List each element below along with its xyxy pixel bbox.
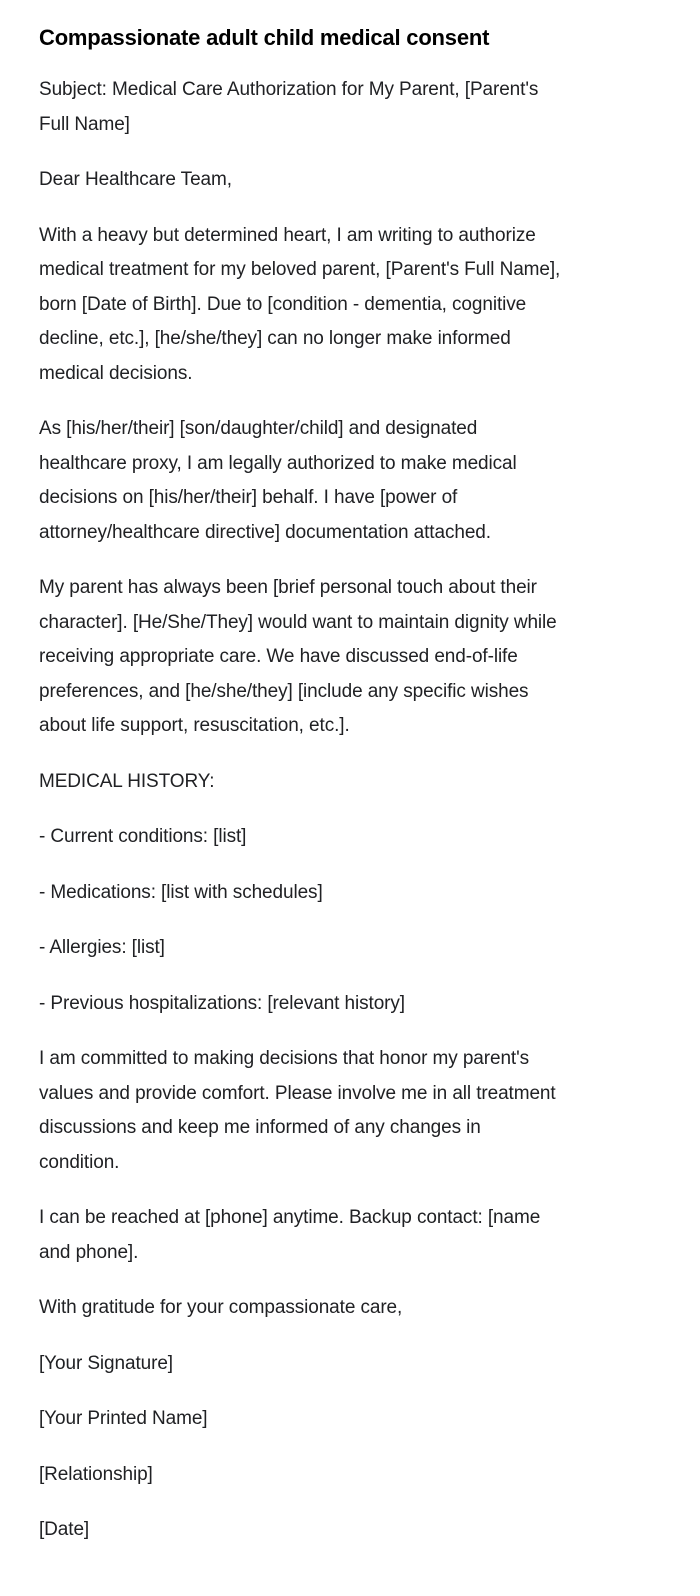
paragraph-line: Dear Healthcare Team, — [39, 169, 232, 190]
paragraph-line: Subject: Medical Care Authorization for My Parent, [Parent's — [39, 79, 539, 100]
date-line — [39, 1513, 660, 1548]
paragraph-line: character]. [He/She/They] would want to maintain dignity while — [39, 611, 557, 633]
paragraph-line: Full Name] — [39, 113, 130, 135]
paragraph-line: preferences, and [he/she/they] [include any specific wishes — [39, 680, 529, 702]
paragraph-line: - Previous hospitalizations: [relevant history] — [39, 992, 405, 1014]
paragraph-line: about life support, resuscitation, etc.]. — [39, 715, 350, 736]
paragraph-line: medical treatment for my beloved parent, [Parent's Full Name], — [39, 259, 561, 280]
list-item-medications — [39, 876, 660, 911]
paragraph-line: [Relationship] — [39, 1463, 153, 1485]
paragraph-personal — [39, 571, 660, 744]
paragraph-proxy — [39, 412, 660, 550]
paragraph-salutation — [39, 163, 660, 198]
paragraph-line: MEDICAL HISTORY: — [39, 770, 215, 792]
paragraph-line: values and provide comfort. Please involve me in all treatment — [39, 1082, 556, 1104]
paragraph-line: attorney/healthcare directive] documentation attached. — [39, 521, 491, 543]
paragraph-line: - Medications: [list with schedules] — [39, 881, 323, 903]
paragraph-line: I am committed to making decisions that honor my parent's — [39, 1048, 530, 1069]
paragraph-line: I can be reached at [phone] anytime. Backup contact: [name — [39, 1207, 541, 1228]
printed-name-line — [39, 1402, 660, 1437]
paragraph-commitment — [39, 1042, 660, 1180]
paragraph-line: and phone]. — [39, 1241, 139, 1263]
paragraph-line: medical decisions. — [39, 362, 193, 384]
paragraph-subject — [39, 73, 660, 142]
relationship-line — [39, 1458, 660, 1493]
paragraph-line: receiving appropriate care. We have discussed end-of-life — [39, 646, 518, 667]
paragraph-line: born [Date of Birth]. Due to [condition - dementia, cognitive — [39, 293, 527, 315]
paragraph-closing — [39, 1291, 660, 1326]
paragraph-line: - Allergies: [list] — [39, 937, 165, 958]
paragraph-line: As [his/her/their] [son/daughter/child] and designated — [39, 418, 478, 439]
list-item-current-conditions — [39, 820, 660, 855]
paragraph-contact — [39, 1201, 660, 1270]
paragraph-line: decisions on [his/her/their] behalf. I have [power of — [39, 487, 458, 508]
paragraph-line: discussions and keep me informed of any changes in — [39, 1117, 481, 1138]
paragraph-medical-history-heading — [39, 765, 660, 800]
signature-line — [39, 1347, 660, 1382]
list-item-hospitalizations — [39, 987, 660, 1022]
paragraph-line: With a heavy but determined heart, I am writing to authorize — [39, 224, 536, 246]
paragraph-line: [Your Signature] — [39, 1352, 173, 1374]
list-item-allergies — [39, 931, 660, 966]
paragraph-line: With gratitude for your compassionate care, — [39, 1297, 403, 1318]
paragraph-line: - Current conditions: [list] — [39, 826, 247, 847]
paragraph-line: condition. — [39, 1151, 120, 1173]
paragraph-line: [Your Printed Name] — [39, 1408, 208, 1429]
paragraph-line: healthcare proxy, I am legally authorized to make medical — [39, 452, 517, 474]
paragraph-line: decline, etc.], [he/she/they] can no longer make informed — [39, 328, 511, 349]
page-title: Compassionate adult child medical consent — [39, 25, 490, 50]
paragraph-authorization — [39, 219, 660, 392]
paragraph-line: My parent has always been [brief personal touch about their — [39, 577, 537, 598]
paragraph-line: [Date] — [39, 1519, 90, 1540]
